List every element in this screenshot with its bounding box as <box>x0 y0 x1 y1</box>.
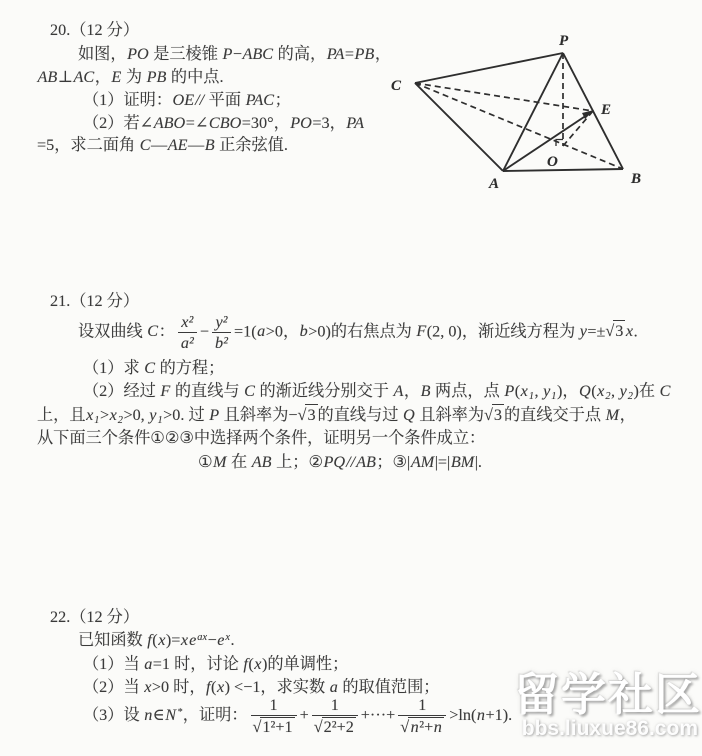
edge-CP <box>415 53 563 83</box>
q22-part-1: （1）当 a=1 时，讨论 f(x)的单调性； <box>83 655 349 673</box>
q22-header: 22.（12 分） <box>50 608 140 626</box>
q21-part-2c: 从下面三个条件①②③中选择两个条件，证明另一个条件成立： <box>37 429 486 447</box>
q20-line-2: AB⊥AC，E 为 PB 的中点. <box>37 68 224 86</box>
q21-conditions: ①M 在 AB 上；②PQ//AB；③|AM|=|BM|. <box>198 453 482 471</box>
q21-part-1: （1）求 C 的方程； <box>83 359 225 377</box>
label-O: O <box>547 154 558 170</box>
label-B: B <box>631 171 642 187</box>
q22-part-2: （2）当 x>0 时，f(x) <−1，求实数 a 的取值范围； <box>83 678 440 696</box>
q21-header: 21.（12 分） <box>50 292 140 310</box>
label-A: A <box>489 176 500 192</box>
tetrahedron-figure <box>385 15 690 200</box>
q20-part-2b: =5，求二面角 C—AE—B 正余弦值. <box>37 136 288 154</box>
edge-CA <box>415 83 503 171</box>
q20-part-2: （2）若∠ABO=∠CBO=30°，PO=3，PA <box>83 114 364 132</box>
q21-part-2b: 上，且$x_1>x_2>0$, $y_1>0$. 过 P 且斜率为−√3 的直线与过 Q 且斜率为√3 的直线交于点 M， <box>37 406 636 427</box>
watermark-title: 留学社区 <box>513 669 702 720</box>
q20-part-1: （1）证明：OE// 平面 PAC； <box>83 91 291 109</box>
label-C: C <box>391 78 402 94</box>
label-E: E <box>601 102 612 118</box>
watermark-site-url: bbs.liuxue86.com <box>521 717 698 740</box>
q22-line-1: 已知函数 $f(x)=xe^{ax}-e^x$. <box>78 631 235 649</box>
q21-line-1: 设双曲线 C： $\frac{\text{x²}}{\text{a²}}$ − $\frac{\text{y²}}{\text{b²}}$ =1(a>0，b>0)的右焦点为 F(2, 0)，渐近线方程为 y=±√3 x. <box>78 313 638 353</box>
right-angle-mark <box>556 140 563 147</box>
edge-CB <box>415 83 623 169</box>
q20-line-1: 如图，PO 是三棱锥 P−ABC 的高，PA=PB， <box>78 45 392 63</box>
label-P: P <box>559 33 569 49</box>
q21-part-2: （2）经过 F 的直线与 C 的渐近线分别交于 A，B 两点，点 $P(x_1$, $y_1$)，$Q(x_2$, $y_2$)在 C <box>83 382 671 403</box>
q22-part-3: （3）设 n∈N*，证明： $\frac{1}{\text{√1²+1}}$ + $\frac{1}{\text{√2²+2}}$ +···+ $\frac{1}{\text{√n²+n}}$ >ln(n+1). <box>83 696 513 737</box>
edge-CE <box>415 83 593 111</box>
watermark <box>502 669 702 740</box>
q20-header: 20.（12 分） <box>50 21 140 39</box>
edge-AB <box>503 169 623 171</box>
